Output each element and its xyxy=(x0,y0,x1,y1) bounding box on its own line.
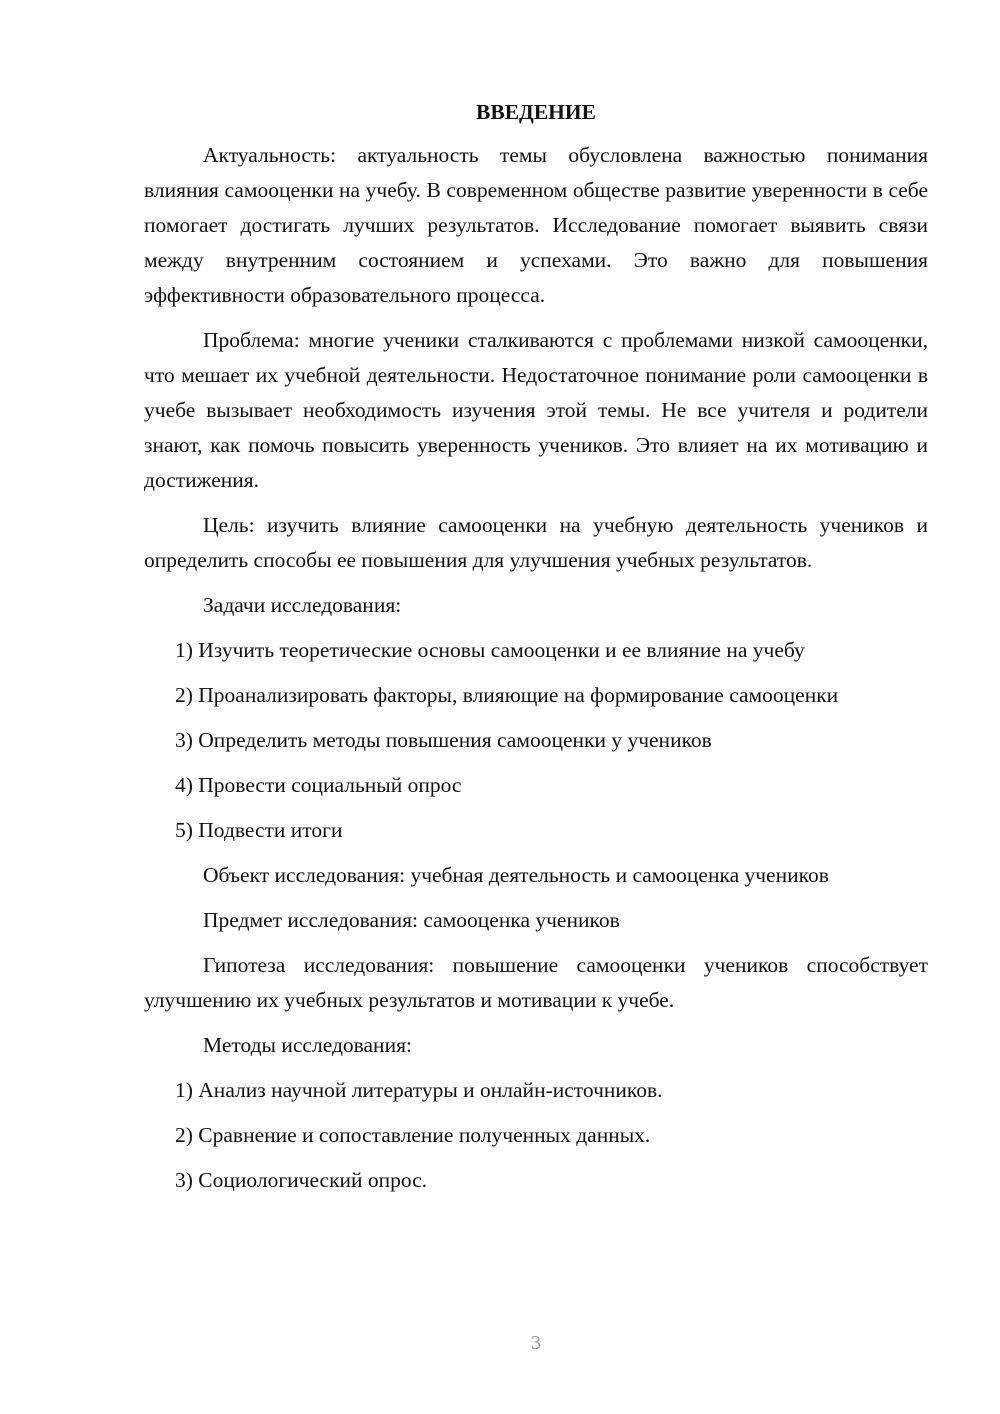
document-page xyxy=(144,96,928,1208)
page-number: 3 xyxy=(531,1332,541,1354)
relevance-paragraph: Актуальность: актуальность темы обусловлена важностью понимания влияния самооценки на учебу. В современном обществе развитие уверенности в себе помогает достигать лучших результатов. Исследование помогает выявить связи между внутренним состоянием и успехами. Это важно для повышения эффективности образовательного процесса. xyxy=(144,143,928,307)
method-item-2: 2) Сравнение и сопоставление полученных данных. xyxy=(175,1123,651,1147)
task-item-1: 1) Изучить теоретические основы самооценки и ее влияние на учебу xyxy=(175,638,805,662)
goal-paragraph: Цель: изучить влияние самооценки на учебную деятельность учеников и определить способы ее повышения для улучшения учебных результатов. xyxy=(144,513,928,572)
hypothesis-paragraph: Гипотеза исследования: повышение самооценки учеников способствует улучшению их учебных результатов и мотивации к учебе. xyxy=(144,953,928,1012)
subject-line: Предмет исследования: самооценка учеников xyxy=(203,908,620,932)
method-item-1: 1) Анализ научной литературы и онлайн-источников. xyxy=(175,1078,663,1102)
task-item-2: 2) Проанализировать факторы, влияющие на формирование самооценки xyxy=(175,683,839,707)
task-item-3: 3) Определить методы повышения самооценки у учеников xyxy=(175,728,712,752)
task-item-5: 5) Подвести итоги xyxy=(175,818,343,842)
task-item-4: 4) Провести социальный опрос xyxy=(175,773,462,797)
method-item-3: 3) Социологический опрос. xyxy=(175,1168,428,1192)
section-title: ВВЕДЕНИЕ xyxy=(476,100,596,124)
problem-paragraph: Проблема: многие ученики сталкиваются с проблемами низкой самооценки, что мешает их учебной деятельности. Недостаточное понимание роли самооценки в учебе вызывает необходимость изучения этой темы. Не все учителя и родители знают, как помочь повысить уверенность учеников. Это влияет на их мотивацию и достижения. xyxy=(144,328,928,492)
tasks-heading: Задачи исследования: xyxy=(203,593,402,617)
object-line: Объект исследования: учебная деятельность и самооценка учеников xyxy=(203,863,829,887)
methods-heading: Методы исследования: xyxy=(203,1033,412,1057)
